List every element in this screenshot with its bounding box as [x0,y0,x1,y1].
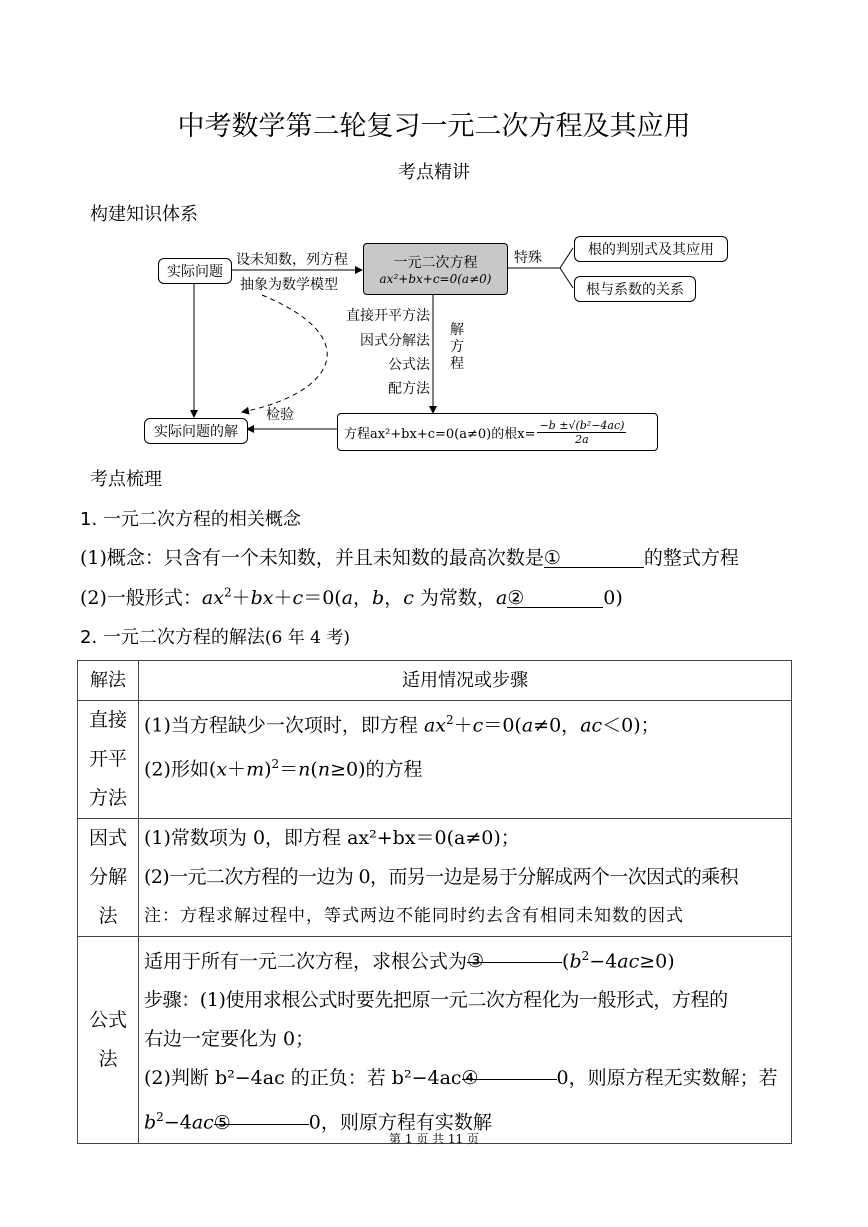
blank-mark: ① [543,547,561,569]
table-row [78,819,792,937]
step-text: 0，则原方程无实数解；若 [556,1067,778,1090]
model-label-1: 设未知数，列方程 [236,252,348,268]
blank-mark: ④ [461,1067,479,1090]
step-line [144,1059,786,1098]
item1-heading: 1. 一元二次方程的相关概念 [80,509,301,530]
table-row [78,701,792,819]
page-footer: 第 1 页 共 11 页 [389,1132,479,1146]
problem-box: 实际问题 [158,258,232,284]
concept-line [80,543,739,570]
special-label: 特殊 [514,250,542,266]
blank-4[interactable] [461,1059,557,1090]
step-line: $b^2-4ac⑤$ 0，则原方程有实数解 [144,1098,786,1142]
root-formula-box [337,413,658,451]
concept-text: (1)概念：只含有一个未知数，并且未知数的最高次数是 [80,547,544,569]
general-form-suffix: 0) [603,587,623,609]
blank-mark: ⑤ [213,1111,231,1134]
step-line: 适用于所有一元二次方程，求根公式为③ $(b^2-4ac\ge 0)$ [144,937,786,981]
method-label: 配方法 [388,381,430,397]
methods-table [77,660,792,1144]
col-header-steps: 适用情况或步骤 [139,661,792,701]
method-label: 因式分解法 [360,333,430,349]
blank-mark: ③ [467,950,485,973]
step-line: 步骤：(1)使用求根公式时要先把原一元二次方程化为一般形式，方程的 [144,989,728,1012]
concept-suffix: 的整式方程 [643,547,739,569]
discriminant-box: 根的判别式及其应用 [574,236,728,262]
method-label: 公式法 [388,357,430,373]
item2-heading-text: 2. 一元二次方程的解法 [80,627,265,648]
step-text: 适用于所有一元二次方程，求根公式为 [144,950,468,973]
method-name: 因式分解法 [78,819,139,937]
check-label: 检验 [266,407,294,423]
step-line: (1)常数项为 0，即方程 ax²+bx＝0(a≠0)； [144,827,520,849]
equation-box [363,243,508,295]
solution-box: 实际问题的解 [144,418,248,444]
root-numerator: −b ±√(b²−4ac) [539,418,625,432]
root-fraction [537,419,626,446]
blank-2[interactable] [507,587,603,608]
section-knowledge-system: 构建知识体系 [90,204,198,225]
solve-label: 解方程 [450,322,464,372]
page-title: 中考数学第二轮复习一元二次方程及其应用 [177,111,691,142]
method-name: 直接开平方法 [78,701,139,819]
root-formula-text: 方程ax²+bx+c=0(a≠0)的根x= [344,426,536,442]
step-line: 右边一定要化为 0； [144,1028,315,1051]
method-steps [139,937,792,1144]
table-header-row [78,661,792,701]
model-label-2: 抽象为数学模型 [240,277,338,293]
general-form-label: (2)一般形式： [80,587,202,609]
general-form-line: (2)一般形式：$ax^2+bx+c=0(a$，b，c 为常数，a② 0) [80,585,623,609]
section-key-points: 考点梳理 [90,469,162,490]
vieta-box: 根与系数的关系 [574,276,696,302]
step-line: (2)一元二次方程的一边为 0，而另一边是易于分解成两个一次因式的乘积 [144,866,739,888]
step-text: 0，则原方程有实数解 [308,1111,492,1134]
equation-box-title: 一元二次方程 [393,255,478,271]
item2-heading [80,623,350,649]
step-text: (2)判断 b²−4ac 的正负：若 b²−4ac [144,1067,462,1090]
blank-mark: ② [507,587,525,609]
note-line: 注：方程求解过程中，等式两边不能同时约去含有相同未知数的因式 [144,906,684,926]
blank-3[interactable] [467,942,562,973]
method-name: 公式法 [78,937,139,1144]
method-steps [139,819,792,937]
root-denominator: 2a [575,432,589,446]
method-steps: (1)当方程缺少一次项时，即方程 $ax^2+c=0(a\ne 0$，ac＜0)； (2)形如$(x+m)^2=n(n\ge 0)$的方程 [139,701,792,819]
equation-box-formula: ax²+bx+c=0(a≠0) [379,272,492,286]
method-label: 直接开平方法 [346,308,430,324]
blank-1[interactable] [544,547,644,568]
item2-heading-suffix: (6 年 4 考) [264,628,351,648]
table-row [78,937,792,1144]
blank-5[interactable] [213,1104,309,1134]
page-subtitle: 考点精讲 [398,162,470,183]
col-header-method: 解法 [78,661,139,701]
